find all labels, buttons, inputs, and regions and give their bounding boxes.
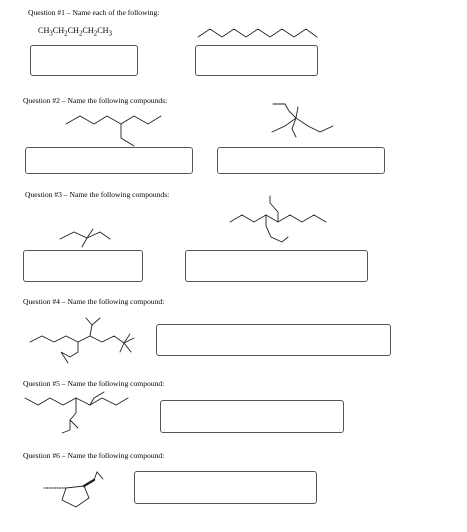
- q3b-skeletal-structure: [230, 196, 326, 242]
- formula-sub: 2: [64, 30, 68, 38]
- q2a-main-chain: [66, 116, 161, 124]
- q4-isopropyl-methyl: [92, 318, 100, 325]
- q5-lower-branch: [62, 398, 76, 433]
- question-3-label: Question #3 – Name the following compounds:: [25, 190, 170, 199]
- question-2-label: Question #2 – Name the following compounds:: [23, 96, 168, 105]
- q5-lower-methyl: [70, 420, 78, 428]
- q3a-main-chain: [60, 232, 110, 239]
- q4-lower-branch: [61, 342, 78, 363]
- formula-ch3: CH: [38, 26, 50, 35]
- question-6-label: Question #6 – Name the following compound:: [23, 451, 165, 460]
- q5-skeletal-structure: [25, 392, 128, 433]
- q5-main-chain: [25, 398, 128, 405]
- question-1-label: Question #1 – Name each of the following:: [28, 8, 160, 17]
- q3a-skeletal-structure: [60, 229, 110, 247]
- formula-sub: 2: [78, 30, 83, 38]
- formula-ch2: CH: [82, 26, 94, 35]
- q2b-upper-branch: [273, 104, 296, 118]
- q4-tbutyl-right: [124, 343, 131, 352]
- q2b-main-chain: [272, 118, 333, 132]
- q2b-skeletal-structure: [272, 104, 333, 137]
- q4-skeletal-structure: [30, 318, 134, 363]
- q3a-methyl-down: [82, 238, 87, 247]
- formula-sub: 3: [108, 30, 112, 38]
- formula-ch3: CH: [97, 26, 109, 35]
- question-5-label: Question #5 – Name the following compound:: [23, 379, 165, 388]
- q4-tbutyl-down: [120, 343, 124, 352]
- q2b-methyl: [296, 107, 298, 118]
- formula-sub: 2: [93, 30, 98, 38]
- formula-ch2: CH: [52, 26, 65, 35]
- q6-skeletal-structure: [44, 472, 103, 507]
- q2a-skeletal-structure: [66, 116, 161, 146]
- q6-isopropyl: [94, 472, 103, 480]
- q6-wedge-bond: [84, 480, 94, 486]
- formula-ch2: CH: [67, 26, 79, 35]
- q2a-branch: [121, 124, 134, 146]
- q3b-lower-branch: [266, 215, 288, 242]
- q1b-skeletal-chain: [198, 29, 317, 37]
- formula-sub: 3: [49, 30, 53, 38]
- q6-cyclopentane-ring: [62, 486, 89, 507]
- question-4-label: Question #4 – Name the following compound:: [23, 297, 165, 306]
- q4-isopropyl-branch: [86, 318, 92, 336]
- q4-main-chain: [30, 336, 134, 343]
